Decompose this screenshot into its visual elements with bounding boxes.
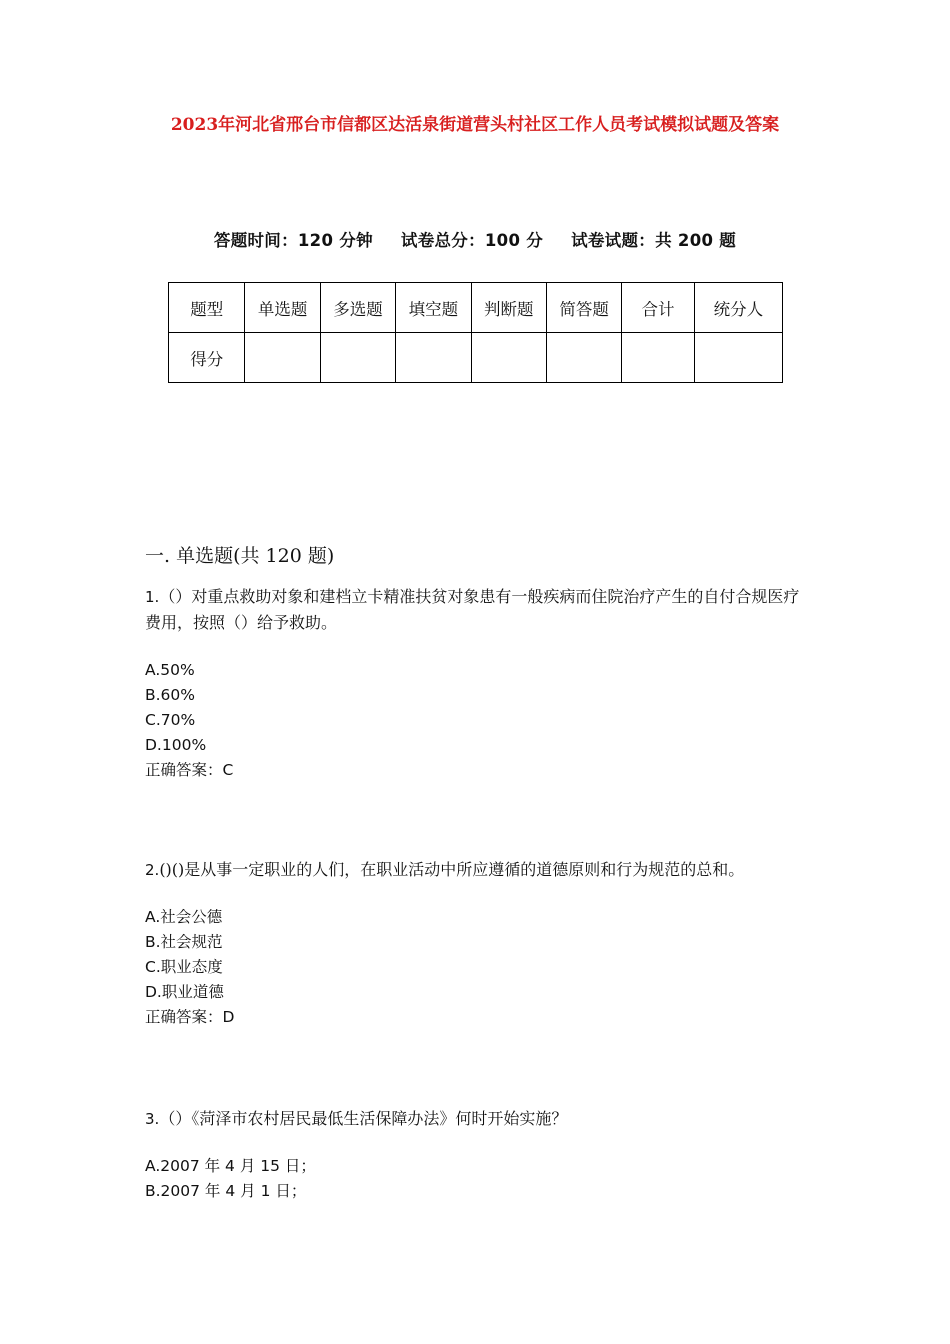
question-2-option-c: C.职业态度 bbox=[145, 958, 223, 976]
question-3 bbox=[145, 1106, 813, 1204]
score-table bbox=[168, 282, 783, 383]
question-1-option-d: D.100% bbox=[145, 736, 207, 754]
question-1-options bbox=[145, 658, 813, 783]
question-3-option-b: B.2007 年 4 月 1 日； bbox=[145, 1182, 307, 1200]
score-header-grader: 统分人 bbox=[694, 283, 782, 333]
score-cell bbox=[622, 333, 694, 383]
question-3-number: 3. bbox=[145, 1110, 160, 1128]
question-2-number: 2. bbox=[145, 861, 160, 879]
exam-info bbox=[0, 227, 950, 251]
question-1-answer: 正确答案：C bbox=[145, 761, 234, 779]
score-header-judge: 判断题 bbox=[471, 283, 546, 333]
question-1-option-b: B.60% bbox=[145, 686, 196, 704]
document-title: 2023年河北省邢台市信都区达活泉街道营头村社区工作人员考试模拟试题及答案 bbox=[170, 115, 780, 135]
score-table-score-row bbox=[169, 333, 783, 383]
question-1-number: 1. bbox=[145, 588, 160, 606]
score-cell bbox=[546, 333, 621, 383]
question-2-stem bbox=[145, 857, 813, 883]
score-header-short: 简答题 bbox=[546, 283, 621, 333]
score-header-total: 合计 bbox=[622, 283, 694, 333]
question-3-stem bbox=[145, 1106, 813, 1132]
score-cell bbox=[320, 333, 395, 383]
score-cell bbox=[471, 333, 546, 383]
question-1-option-a: A.50% bbox=[145, 661, 195, 679]
question-2-option-b: B.社会规范 bbox=[145, 933, 223, 951]
question-1-option-c: C.70% bbox=[145, 711, 196, 729]
question-3-text: （）《菏泽市农村居民最低生活保障办法》何时开始实施？ bbox=[159, 1109, 568, 1128]
question-2-answer: 正确答案：D bbox=[145, 1008, 235, 1026]
score-table-header-row bbox=[169, 283, 783, 333]
question-3-options bbox=[145, 1154, 813, 1204]
question-1-stem bbox=[145, 584, 813, 636]
question-1-text: （）对重点救助对象和建档立卡精准扶贫对象患有一般疾病而住院治疗产生的自付合规医疗费用，按照（）给予救助。 bbox=[145, 587, 800, 632]
score-header-multi: 多选题 bbox=[320, 283, 395, 333]
score-header-fill: 填空题 bbox=[396, 283, 471, 333]
score-cell bbox=[245, 333, 320, 383]
exam-time: 答题时间：120 分钟 bbox=[213, 231, 373, 250]
exam-question-count: 试卷试题：共 200 题 bbox=[571, 231, 737, 250]
score-cell bbox=[694, 333, 782, 383]
question-2-option-a: A.社会公德 bbox=[145, 908, 223, 926]
section-title: 一. 单选题(共 120 题) bbox=[145, 545, 335, 567]
question-2-option-d: D.职业道德 bbox=[145, 983, 224, 1001]
question-2-text: ()()是从事一定职业的人们，在职业活动中所应遵循的道德原则和行为规范的总和。 bbox=[159, 860, 745, 879]
score-row-label: 得分 bbox=[169, 333, 245, 383]
question-3-option-a: A.2007 年 4 月 15 日； bbox=[145, 1157, 316, 1175]
question-2-options bbox=[145, 905, 813, 1030]
question-1 bbox=[145, 584, 813, 783]
score-header-type: 题型 bbox=[169, 283, 245, 333]
exam-total-score: 试卷总分：100 分 bbox=[400, 231, 544, 250]
question-2 bbox=[145, 857, 813, 1030]
score-cell bbox=[396, 333, 471, 383]
score-header-single: 单选题 bbox=[245, 283, 320, 333]
